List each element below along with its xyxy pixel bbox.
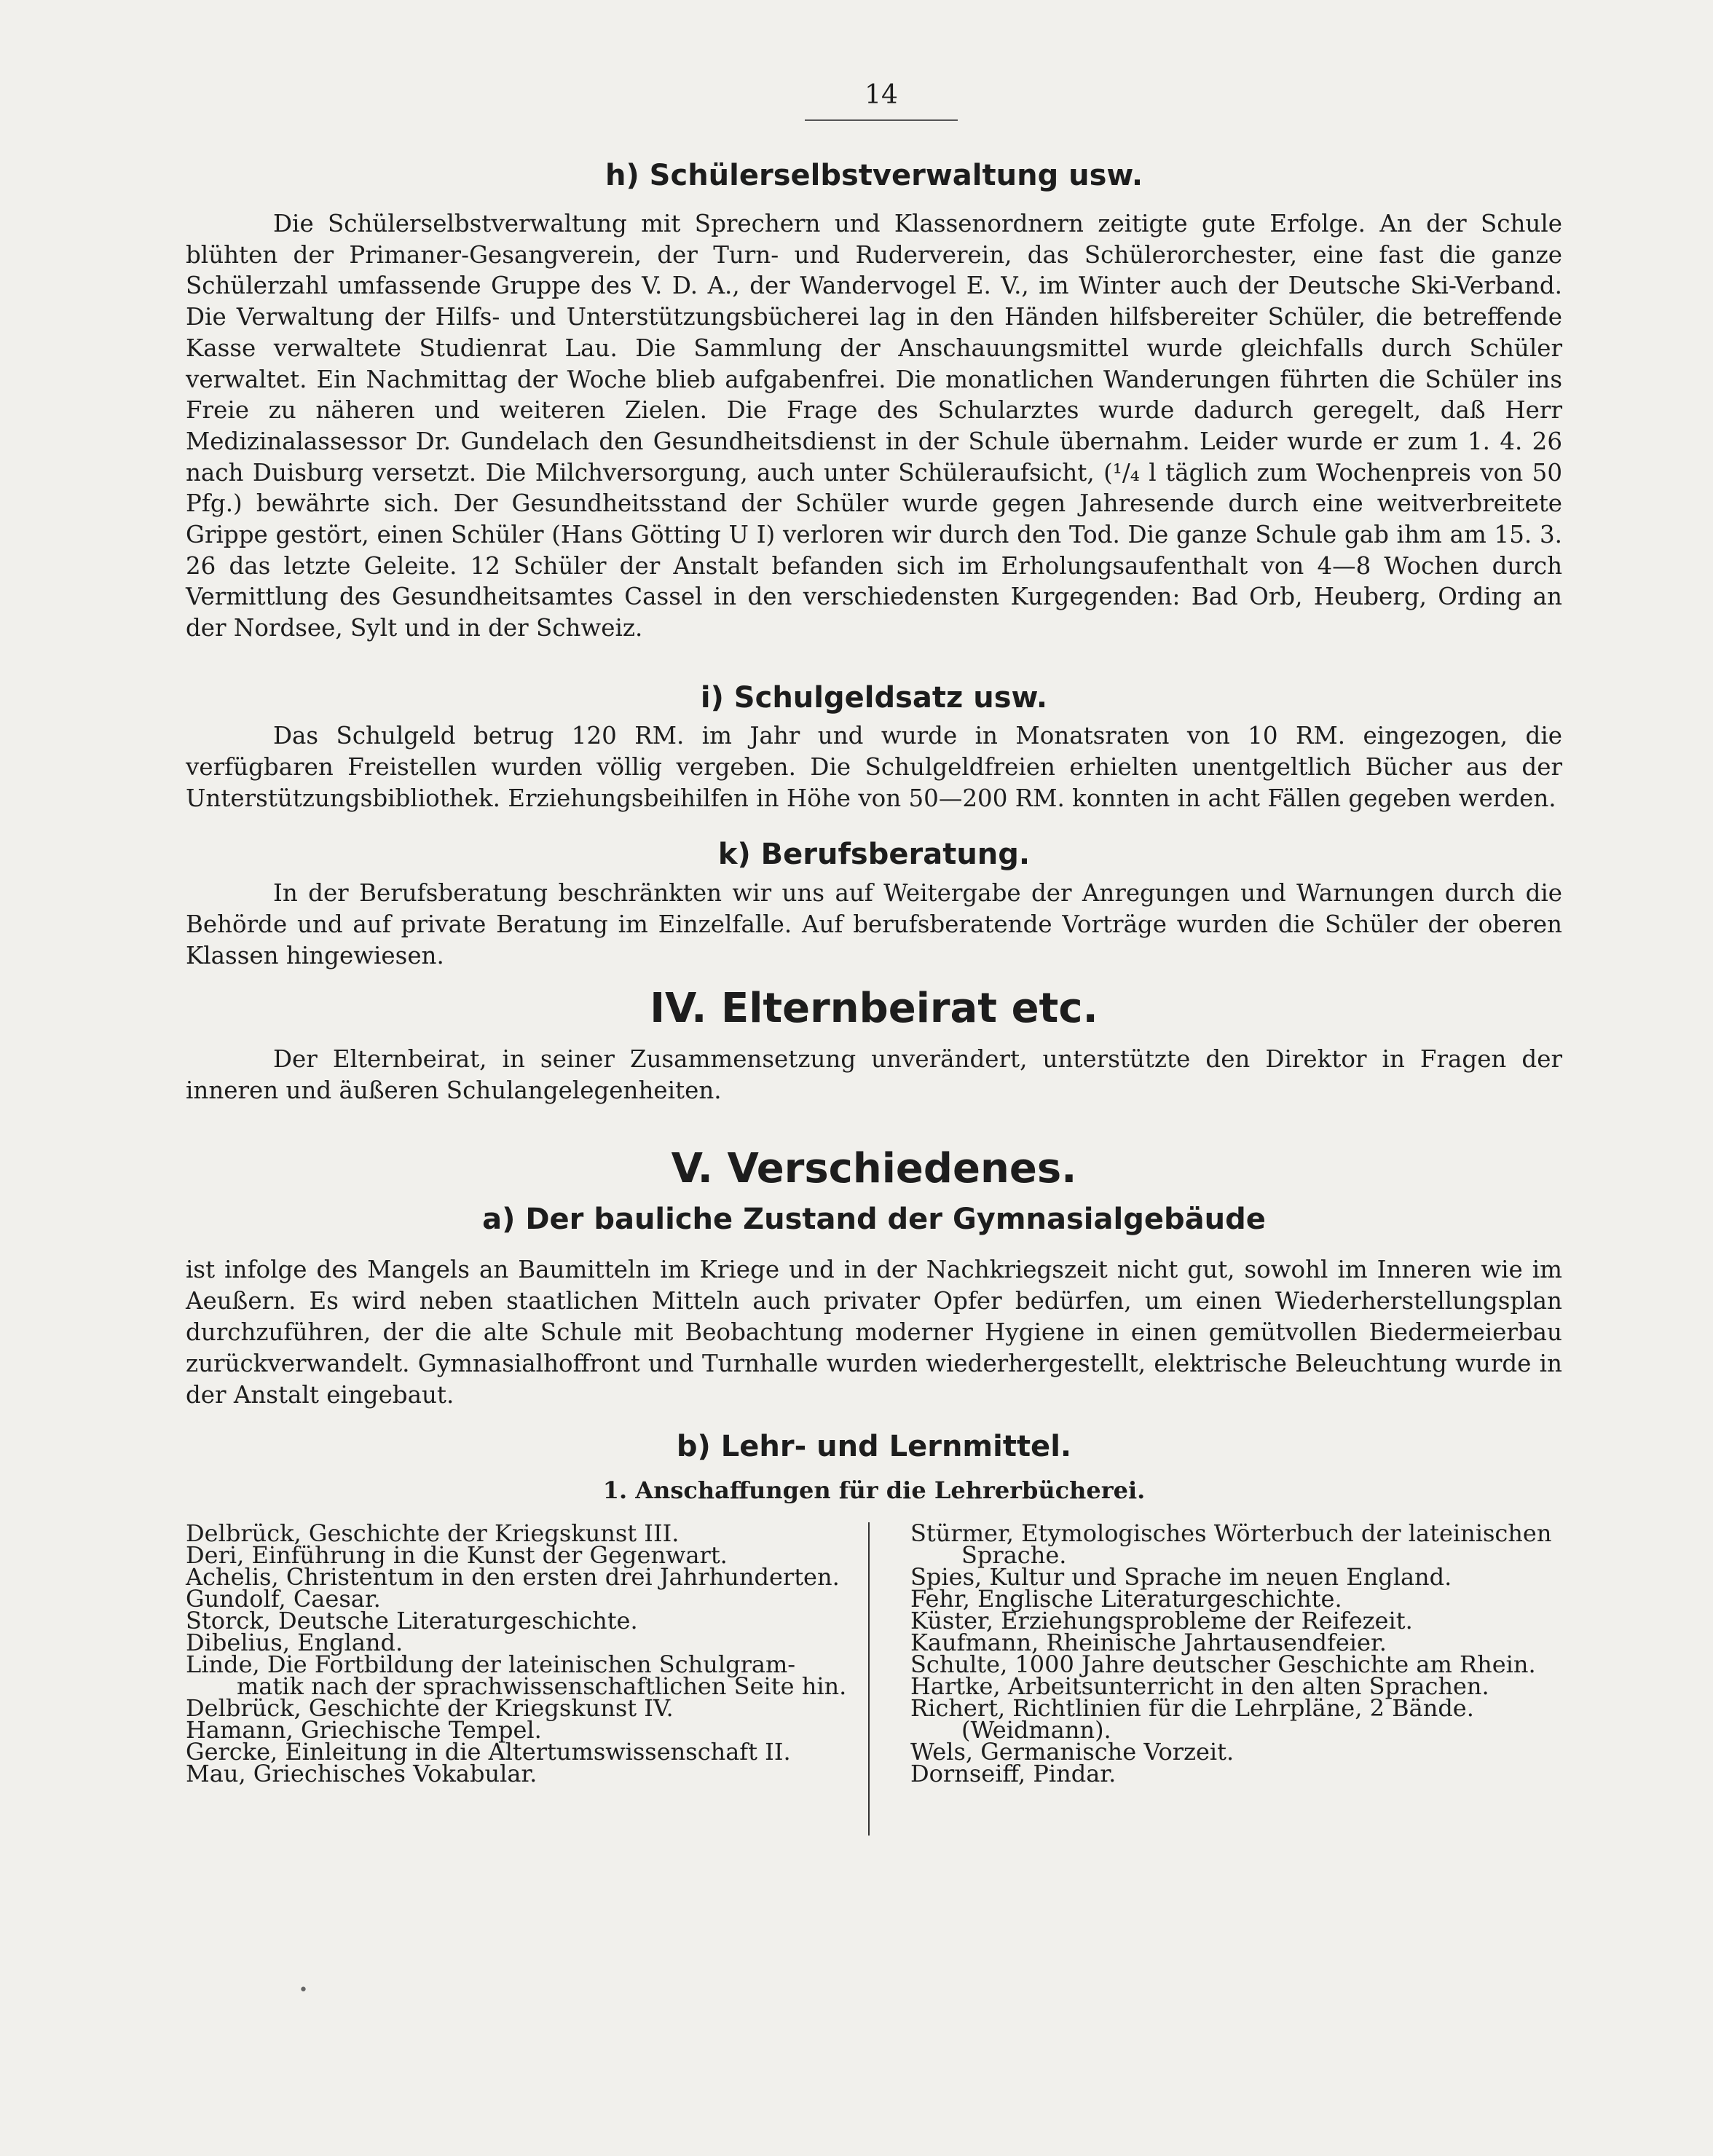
section-iv-title: IV. Elternbeirat etc. [650,985,1098,1032]
section-k-title: k) Berufsberatung. [717,838,1031,871]
book-entry: Fehr, Englische Literaturgeschichte. [910,1585,1342,1613]
section-vb-subtitle: 1. Anschaffungen für die Lehrerbücherei. [602,1476,1146,1504]
scan-speck: • [299,1981,308,1999]
book-entry: Schulte, 1000 Jahre deutscher Geschichte am Rhein. [910,1651,1536,1678]
section-h-text: Die Schülerselbstverwaltung mit Sprechern und Klassenordnern zeitigte gute Erfolge. An der Schule blühten der Primaner-Gesangverein, der Turn- und Ruderverein, das Schülerorchester, eine fast die ganze Schülerzahl umfassende Gruppe des V. D. A., der Wandervogel E. V., im Winter auch der Deutsche Ski-Verband. Die Verwaltung der Hilfs- und Unterstützungsbücherei lag in den Händen hilfsbereiter Schüler, die betreffende Kasse verwaltete Studienrat Lau. Die Sammlung der Anschauungsmittel wurde gleichfalls durch Schüler verwaltet. Ein Nachmittag der Woche blieb aufgabenfrei. Die monatlichen Wanderungen führten die Schüler ins Freie zu näheren und weiteren Zielen. Die Frage des Schularztes wurde dadurch geregelt, daß Herr Medizinalassessor Dr. Gundelach den Gesundheitsdienst in der Schule übernahm. Leider wurde er zum 1. 4. 26 nach Duisburg versetzt. Die Milchversorgung, auch unter Schüleraufsicht, (¹/₄ l täglich zum Wochenpreis von 50 Pfg.) bewährte sich. Der Gesundheitsstand der Schüler wurde gegen Jahresende durch eine weitverbreitete Grippe gestört, einen Schüler (Hans Götting U I) verloren wir durch den Tod. Die ganze Schule gab ihm am 15. 3. 26 das letzte Geleite. 12 Schüler der Anstalt befanden sich im Erholungsaufenthalt von 4—8 Wochen durch Vermittlung des Gesundheitsamtes Cassel in den verschiedensten Kurgegenden: Bad Orb, Heuberg, Ording an der Nordsee, Sylt und in der Schweiz. [186,210,1562,642]
book-entry-continuation: (Weidmann). [961,1716,1111,1744]
book-entry: Hartke, Arbeitsunterricht in den alten Sprachen. [910,1672,1489,1700]
book-entry: Dornseiff, Pindar. [910,1760,1117,1787]
book-entry-continuation: matik nach der sprachwissenschaftlichen Seite hin. [237,1672,847,1700]
section-i-title: i) Schulgeldsatz usw. [700,681,1048,715]
book-entry: Delbrück, Geschichte der Kriegskunst IV. [186,1694,674,1722]
book-entry: Küster, Erziehungsprobleme der Reifezeit. [910,1607,1413,1634]
book-entry: Gundolf, Caesar. [186,1585,381,1613]
book-entry: Stürmer, Etymologisches Wörterbuch der lateinischen [910,1519,1552,1547]
book-entry: Mau, Griechisches Vokabular. [186,1760,537,1787]
book-entry: Kaufmann, Rheinische Jahrtausendfeier. [910,1629,1387,1656]
book-entry: Linde, Die Fortbildung der lateinischen Schulgram- [186,1651,796,1678]
book-entry: Spies, Kultur und Sprache im neuen England. [910,1563,1452,1591]
section-vb-title: b) Lehr- und Lernmittel. [676,1430,1072,1463]
book-entry: Storck, Deutsche Literaturgeschichte. [186,1607,638,1634]
book-entry-continuation: Sprache. [961,1541,1067,1569]
section-v-title: V. Verschiedenes. [671,1145,1077,1192]
section-k-text: In der Berufsberatung beschränkten wir uns auf Weitergabe der Anregungen und Warnungen durch die Behörde und auf private Beratung im Einzelfalle. Auf berufsberatende Vorträge wurden die Schüler der oberen Klassen hingewiesen. [186,879,1562,969]
section-va-title: a) Der bauliche Zustand der Gymnasialgebäude [482,1203,1266,1236]
book-list-left [186,1519,847,1787]
book-entry: Richert, Richtlinien für die Lehrpläne, 2 Bände. [910,1694,1474,1722]
book-entry: Delbrück, Geschichte der Kriegskunst III. [186,1519,680,1547]
section-h-title: h) Schülerselbstverwaltung usw. [605,159,1143,192]
book-entry: Wels, Germanische Vorzeit. [910,1738,1234,1766]
section-iv-text: Der Elternbeirat, in seiner Zusammensetzung unverändert, unterstützte den Direktor in Fragen der inneren und äußeren Schulangelegenheiten. [186,1045,1562,1104]
column-divider [868,1522,870,1836]
book-entry: Achelis, Christentum in den ersten drei Jahrhunderten. [186,1563,840,1591]
section-i-text: Das Schulgeld betrug 120 RM. im Jahr und wurde in Monatsraten von 10 RM. eingezogen, die verfügbaren Freistellen wurden völlig vergeben. Die Schulgeldfreien erhielten unentgeltlich Bücher aus der Unterstützungsbibliothek. Erziehungsbeihilfen in Höhe von 50—200 RM. konnten in acht Fällen gegeben werden. [186,722,1562,812]
book-entry: Dibelius, England. [186,1629,403,1656]
page-number: 14 [865,80,898,110]
book-entry: Deri, Einführung in die Kunst der Gegenwart. [186,1541,728,1569]
page-number-rule [805,119,958,121]
book-entry: Hamann, Griechische Tempel. [186,1716,542,1744]
section-va-text: ist infolge des Mangels an Baumitteln im Kriege und in der Nachkriegszeit nicht gut, sowohl im Inneren wie im Aeußern. Es wird neben staatlichen Mitteln auch privater Opfer bedürfen, um einen Wiederherstellungsplan durchzuführen, der die alte Schule mit Beobachtung moderner Hygiene in einen gemütvollen Biedermeierbau zurückverwandelt. Gymnasialhoffront und Turnhalle wurden wiederhergestellt, elektrische Beleuchtung wurde in der Anstalt eingebaut. [186,1256,1562,1409]
book-entry: Gercke, Einleitung in die Altertumswissenschaft II. [186,1738,791,1766]
book-list-right [910,1519,1552,1787]
